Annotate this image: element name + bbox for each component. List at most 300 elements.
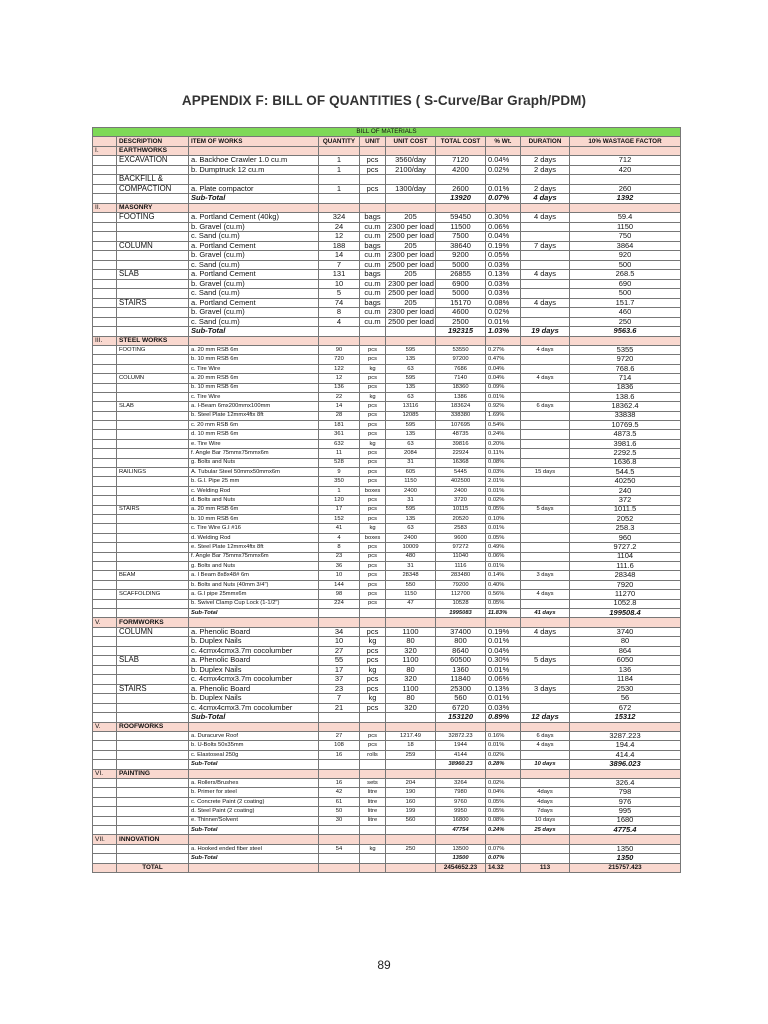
total-cost-cell: 48735 bbox=[436, 430, 486, 439]
item-cell: a. I-Beam 6mx200mmx100mm bbox=[189, 402, 319, 411]
total-cost-cell: 25300 bbox=[436, 684, 486, 694]
empty-cell bbox=[360, 722, 386, 731]
wastage-cell: 215757.423 bbox=[570, 863, 681, 872]
unit-cell: pcs bbox=[360, 449, 386, 458]
unit-cost-cell: 10009 bbox=[386, 543, 436, 552]
quantity-cell: 23 bbox=[319, 552, 360, 561]
description-cell bbox=[117, 317, 189, 327]
table-row bbox=[93, 477, 681, 486]
quantity-cell: 41 bbox=[319, 524, 360, 533]
empty-cell bbox=[93, 807, 117, 816]
quantity-cell: 54 bbox=[319, 844, 360, 853]
wastage-cell: 33838 bbox=[570, 411, 681, 420]
percent-weight-cell: 0.19% bbox=[486, 241, 521, 251]
header-cell: ITEM OF WORKS bbox=[189, 137, 319, 146]
percent-weight-cell: 0.24% bbox=[486, 825, 521, 834]
empty-cell bbox=[93, 816, 117, 825]
unit-cost-cell: 205 bbox=[386, 241, 436, 251]
percent-weight-cell: 0.49% bbox=[486, 543, 521, 552]
duration-cell: 6 days bbox=[521, 402, 570, 411]
total-cost-cell: 38640 bbox=[436, 241, 486, 251]
unit-cell: pcs bbox=[360, 355, 386, 364]
wastage-cell: 3896.023 bbox=[570, 760, 681, 769]
unit-cost-cell: 560 bbox=[386, 816, 436, 825]
total-cost-cell: 10528 bbox=[436, 599, 486, 608]
description-cell bbox=[117, 543, 189, 552]
percent-weight-cell: 0.27% bbox=[486, 345, 521, 354]
wastage-cell: 56 bbox=[570, 694, 681, 704]
item-cell: a. Portland Cement bbox=[189, 298, 319, 308]
description-cell bbox=[117, 232, 189, 242]
percent-weight-cell: 0.06% bbox=[486, 222, 521, 232]
table-row bbox=[93, 270, 681, 280]
empty-cell bbox=[93, 665, 117, 675]
description-cell: COLUMN bbox=[117, 241, 189, 251]
duration-cell: 4 days bbox=[521, 345, 570, 354]
quantity-cell: 50 bbox=[319, 807, 360, 816]
wastage-cell: 1350 bbox=[570, 844, 681, 853]
description-cell: COLUMN bbox=[117, 374, 189, 383]
unit-cost-cell: 135 bbox=[386, 430, 436, 439]
unit-cost-cell: 2500 per load bbox=[386, 317, 436, 327]
unit-cell: pcs bbox=[360, 656, 386, 666]
percent-weight-cell: 0.05% bbox=[486, 599, 521, 608]
empty-cell bbox=[93, 505, 117, 514]
table-row bbox=[93, 505, 681, 514]
wastage-cell: 260 bbox=[570, 184, 681, 194]
empty-cell bbox=[521, 769, 570, 778]
empty-cell bbox=[93, 260, 117, 270]
total-cost-cell: 4200 bbox=[436, 165, 486, 175]
duration-cell: 25 days bbox=[521, 825, 570, 834]
unit-cost-cell: 63 bbox=[386, 392, 436, 401]
section-number: VII. bbox=[93, 835, 117, 844]
unit-cost-cell: 135 bbox=[386, 514, 436, 523]
unit-cell: pcs bbox=[360, 646, 386, 656]
description-cell bbox=[117, 750, 189, 759]
unit-cost-cell: 2400 bbox=[386, 486, 436, 495]
empty-cell bbox=[93, 627, 117, 637]
empty-cell bbox=[93, 703, 117, 713]
wastage-cell: 1350 bbox=[570, 854, 681, 863]
description-cell: COLUMN bbox=[117, 627, 189, 637]
unit-cost-cell: 550 bbox=[386, 580, 436, 589]
table-row bbox=[93, 590, 681, 599]
section-number: I. bbox=[93, 146, 117, 155]
item-cell: a. Hooked ended fiber steel bbox=[189, 844, 319, 853]
quantity-cell: 1 bbox=[319, 486, 360, 495]
item-cell: d. Bolts and Nuts bbox=[189, 496, 319, 505]
percent-weight-cell: 0.01% bbox=[486, 392, 521, 401]
description-cell bbox=[117, 844, 189, 853]
header-cell: TOTAL COST bbox=[436, 137, 486, 146]
total-cost-cell: 1995083 bbox=[436, 608, 486, 617]
unit-cell: cu.m bbox=[360, 289, 386, 299]
empty-cell bbox=[93, 863, 117, 872]
empty-cell bbox=[436, 618, 486, 627]
description-cell bbox=[117, 308, 189, 318]
percent-weight-cell: 0.19% bbox=[486, 627, 521, 637]
item-cell: c. Tire Wire bbox=[189, 364, 319, 373]
section-row bbox=[93, 146, 681, 155]
item-cell: e. Tire Wire bbox=[189, 439, 319, 448]
total-cost-cell: 38960.23 bbox=[436, 760, 486, 769]
quantity-cell: 27 bbox=[319, 732, 360, 741]
duration-cell bbox=[521, 779, 570, 788]
item-cell: f. Angle Bar 75mmx75mmx6m bbox=[189, 449, 319, 458]
unit-cost-cell: 80 bbox=[386, 694, 436, 704]
empty-cell bbox=[360, 835, 386, 844]
table-row bbox=[93, 260, 681, 270]
empty-cell bbox=[386, 618, 436, 627]
empty-cell bbox=[93, 194, 117, 204]
wastage-cell bbox=[570, 175, 681, 185]
percent-weight-cell: 0.05% bbox=[486, 505, 521, 514]
wastage-cell: 3287.223 bbox=[570, 732, 681, 741]
duration-cell bbox=[521, 533, 570, 542]
empty-cell bbox=[386, 146, 436, 155]
table-row bbox=[93, 646, 681, 656]
description-cell bbox=[117, 194, 189, 204]
quantity-cell: 90 bbox=[319, 345, 360, 354]
total-cost-cell: 800 bbox=[436, 637, 486, 647]
quantity-cell: 10 bbox=[319, 571, 360, 580]
empty-cell bbox=[93, 289, 117, 299]
description-cell bbox=[117, 646, 189, 656]
total-cost-cell: 13920 bbox=[436, 194, 486, 204]
duration-cell bbox=[521, 543, 570, 552]
percent-weight-cell: 0.04% bbox=[486, 788, 521, 797]
item-cell: d. Steel Paint (2 coating) bbox=[189, 807, 319, 816]
empty-cell bbox=[486, 146, 521, 155]
unit-cost-cell: 18 bbox=[386, 741, 436, 750]
empty-cell bbox=[93, 298, 117, 308]
item-cell: g. Bolts and Nuts bbox=[189, 458, 319, 467]
total-label: TOTAL bbox=[117, 863, 189, 872]
total-cost-cell: 402500 bbox=[436, 477, 486, 486]
item-cell: c. Concrete Paint (2 coating) bbox=[189, 797, 319, 806]
empty-cell bbox=[93, 844, 117, 853]
quantity-cell: 10 bbox=[319, 637, 360, 647]
item-cell: a. Plate compactor bbox=[189, 184, 319, 194]
unit-cell: bags bbox=[360, 270, 386, 280]
table-row bbox=[93, 844, 681, 853]
wastage-cell: 18362.4 bbox=[570, 402, 681, 411]
empty-cell bbox=[386, 203, 436, 212]
wastage-cell: 690 bbox=[570, 279, 681, 289]
unit-cost-cell: 31 bbox=[386, 458, 436, 467]
item-cell: c. Sand (cu.m) bbox=[189, 232, 319, 242]
item-cell: a. Phenolic Board bbox=[189, 627, 319, 637]
unit-cell: pcs bbox=[360, 411, 386, 420]
percent-weight-cell: 0.09% bbox=[486, 383, 521, 392]
empty-cell bbox=[570, 835, 681, 844]
item-cell: c. Sand (cu.m) bbox=[189, 317, 319, 327]
duration-cell bbox=[521, 675, 570, 685]
total-cost-cell: 11040 bbox=[436, 552, 486, 561]
item-cell: g. Bolts and Nuts bbox=[189, 561, 319, 570]
section-title: ROOFWORKS bbox=[117, 722, 189, 731]
total-cost-cell: 6900 bbox=[436, 279, 486, 289]
empty-cell bbox=[93, 411, 117, 420]
unit-cell: pcs bbox=[360, 430, 386, 439]
empty-cell bbox=[93, 279, 117, 289]
quantity-cell: 22 bbox=[319, 392, 360, 401]
empty-cell bbox=[386, 336, 436, 345]
percent-weight-cell: 0.03% bbox=[486, 260, 521, 270]
duration-cell bbox=[521, 289, 570, 299]
duration-cell: 12 days bbox=[521, 713, 570, 723]
unit-cell: kg bbox=[360, 637, 386, 647]
empty-cell bbox=[436, 336, 486, 345]
empty-cell bbox=[436, 835, 486, 844]
unit-cell: cu.m bbox=[360, 279, 386, 289]
percent-weight-cell: 0.08% bbox=[486, 458, 521, 467]
empty-cell bbox=[486, 203, 521, 212]
subtotal-row bbox=[93, 713, 681, 723]
quantity-cell: 24 bbox=[319, 222, 360, 232]
table-row bbox=[93, 524, 681, 533]
percent-weight-cell: 0.03% bbox=[486, 468, 521, 477]
table-row bbox=[93, 665, 681, 675]
table-row bbox=[93, 298, 681, 308]
wastage-cell: 1184 bbox=[570, 675, 681, 685]
duration-cell bbox=[521, 421, 570, 430]
table-row bbox=[93, 439, 681, 448]
unit-cell: pcs bbox=[360, 156, 386, 166]
table-row bbox=[93, 411, 681, 420]
wastage-cell: 920 bbox=[570, 251, 681, 261]
duration-cell: 2 days bbox=[521, 156, 570, 166]
unit-cost-cell: 1300/day bbox=[386, 184, 436, 194]
item-cell: e. Steel Plate 12mmx4ftx 8ft bbox=[189, 543, 319, 552]
item-cell: a. Backhoe Crawler 1.0 cu.m bbox=[189, 156, 319, 166]
duration-cell: 4 days bbox=[521, 374, 570, 383]
total-cost-cell: 18360 bbox=[436, 383, 486, 392]
unit-cell: pcs bbox=[360, 627, 386, 637]
empty-cell bbox=[189, 722, 319, 731]
table-row bbox=[93, 561, 681, 570]
table-row bbox=[93, 741, 681, 750]
empty-cell bbox=[189, 835, 319, 844]
unit-cell: kg bbox=[360, 524, 386, 533]
table-row bbox=[93, 402, 681, 411]
table-row bbox=[93, 345, 681, 354]
empty-cell bbox=[93, 355, 117, 364]
item-cell: A. Tubular Steel 50mmx50mmx6m bbox=[189, 468, 319, 477]
wastage-cell: 40250 bbox=[570, 477, 681, 486]
total-cost-cell: 153120 bbox=[436, 713, 486, 723]
total-cost-cell: 59450 bbox=[436, 213, 486, 223]
quantity-cell: 55 bbox=[319, 656, 360, 666]
unit-cell: pcs bbox=[360, 561, 386, 570]
wastage-cell: 199508.4 bbox=[570, 608, 681, 617]
quantity-cell: 324 bbox=[319, 213, 360, 223]
empty-cell bbox=[93, 486, 117, 495]
duration-cell bbox=[521, 449, 570, 458]
item-cell: b. 10 mm RSB 6m bbox=[189, 355, 319, 364]
description-cell: RAILINGS bbox=[117, 468, 189, 477]
percent-weight-cell: 0.07% bbox=[486, 844, 521, 853]
table-row bbox=[93, 694, 681, 704]
percent-weight-cell: 0.13% bbox=[486, 684, 521, 694]
description-cell bbox=[117, 355, 189, 364]
empty-cell bbox=[521, 618, 570, 627]
empty-cell bbox=[93, 732, 117, 741]
subtotal-row bbox=[93, 327, 681, 337]
description-cell bbox=[117, 165, 189, 175]
percent-weight-cell: 0.06% bbox=[486, 552, 521, 561]
empty-cell bbox=[93, 241, 117, 251]
description-cell bbox=[117, 599, 189, 608]
unit-cost-cell: 2100/day bbox=[386, 165, 436, 175]
unit-cell: rolls bbox=[360, 750, 386, 759]
total-row bbox=[93, 863, 681, 872]
total-cost-cell: 10115 bbox=[436, 505, 486, 514]
wastage-cell: 250 bbox=[570, 317, 681, 327]
empty-cell bbox=[93, 175, 117, 185]
unit-cell: pcs bbox=[360, 505, 386, 514]
table-row bbox=[93, 421, 681, 430]
total-cost-cell: 2400 bbox=[436, 486, 486, 495]
table-row bbox=[93, 156, 681, 166]
table-row bbox=[93, 251, 681, 261]
total-cost-cell: 5000 bbox=[436, 289, 486, 299]
duration-cell: 4 days bbox=[521, 213, 570, 223]
subtotal-row bbox=[93, 825, 681, 834]
item-cell: c. 4cmx4cmx3.7m cocolumber bbox=[189, 675, 319, 685]
empty-cell bbox=[93, 421, 117, 430]
percent-weight-cell: 0.30% bbox=[486, 656, 521, 666]
description-cell bbox=[117, 458, 189, 467]
section-number: V. bbox=[93, 618, 117, 627]
empty-cell bbox=[93, 590, 117, 599]
unit-cell: pcs bbox=[360, 684, 386, 694]
wastage-cell: 864 bbox=[570, 646, 681, 656]
unit-cell: litre bbox=[360, 816, 386, 825]
percent-weight-cell: 14.32 bbox=[486, 863, 521, 872]
empty-cell bbox=[93, 552, 117, 561]
table-row bbox=[93, 430, 681, 439]
unit-cell: kg bbox=[360, 844, 386, 853]
unit-cell: cu.m bbox=[360, 317, 386, 327]
quantity-cell: 28 bbox=[319, 411, 360, 420]
description-cell: SLAB bbox=[117, 656, 189, 666]
empty-cell bbox=[521, 146, 570, 155]
unit-cost-cell: 2300 per load bbox=[386, 251, 436, 261]
wastage-cell: 136 bbox=[570, 665, 681, 675]
item-cell: b. G.I. Pipe 25 mm bbox=[189, 477, 319, 486]
percent-weight-cell: 0.47% bbox=[486, 355, 521, 364]
quantity-cell: 361 bbox=[319, 430, 360, 439]
quantity-cell: 120 bbox=[319, 496, 360, 505]
unit-cell: kg bbox=[360, 694, 386, 704]
unit-cell bbox=[360, 825, 386, 834]
empty-cell bbox=[93, 364, 117, 373]
table-row bbox=[93, 165, 681, 175]
item-cell: Sub-Total bbox=[189, 825, 319, 834]
table-row bbox=[93, 241, 681, 251]
quantity-cell: 1 bbox=[319, 184, 360, 194]
empty-cell bbox=[386, 863, 436, 872]
quantity-cell: 224 bbox=[319, 599, 360, 608]
description-cell bbox=[117, 760, 189, 769]
section-title: MASONRY bbox=[117, 203, 189, 212]
percent-weight-cell: 0.05% bbox=[486, 807, 521, 816]
total-cost-cell: 112700 bbox=[436, 590, 486, 599]
table-row bbox=[93, 797, 681, 806]
quantity-cell: 11 bbox=[319, 449, 360, 458]
duration-cell: 2 days bbox=[521, 165, 570, 175]
quantity-cell: 181 bbox=[319, 421, 360, 430]
unit-cell: kg bbox=[360, 364, 386, 373]
description-cell bbox=[117, 665, 189, 675]
percent-weight-cell: 0.02% bbox=[486, 750, 521, 759]
quantity-cell: 17 bbox=[319, 665, 360, 675]
unit-cost-cell: 3560/day bbox=[386, 156, 436, 166]
table-row bbox=[93, 213, 681, 223]
total-cost-cell: 283480 bbox=[436, 571, 486, 580]
duration-cell: 6 days bbox=[521, 732, 570, 741]
percent-weight-cell: 0.07% bbox=[486, 194, 521, 204]
description-cell bbox=[117, 327, 189, 337]
unit-cell: pcs bbox=[360, 741, 386, 750]
unit-cell bbox=[360, 194, 386, 204]
table-row bbox=[93, 449, 681, 458]
header-cell: UNIT COST bbox=[386, 137, 436, 146]
wastage-cell: 268.5 bbox=[570, 270, 681, 280]
empty-cell bbox=[93, 468, 117, 477]
empty-cell bbox=[319, 336, 360, 345]
description-cell bbox=[117, 260, 189, 270]
wastage-cell: 750 bbox=[570, 232, 681, 242]
table-row bbox=[93, 750, 681, 759]
percent-weight-cell: 0.07% bbox=[486, 854, 521, 863]
percent-weight-cell: 0.24% bbox=[486, 430, 521, 439]
total-cost-cell: 3720 bbox=[436, 496, 486, 505]
total-cost-cell: 192315 bbox=[436, 327, 486, 337]
table-row bbox=[93, 580, 681, 589]
total-cost-cell: 9760 bbox=[436, 797, 486, 806]
description-cell bbox=[117, 524, 189, 533]
description-cell bbox=[117, 816, 189, 825]
duration-cell: 7days bbox=[521, 807, 570, 816]
empty-cell bbox=[93, 788, 117, 797]
wastage-cell: 4775.4 bbox=[570, 825, 681, 834]
wastage-cell: 976 bbox=[570, 797, 681, 806]
description-cell bbox=[117, 421, 189, 430]
section-title: STEEL WORKS bbox=[117, 336, 189, 345]
duration-cell bbox=[521, 496, 570, 505]
unit-cell: cu.m bbox=[360, 308, 386, 318]
empty-cell bbox=[93, 580, 117, 589]
total-cost-cell: 13500 bbox=[436, 854, 486, 863]
unit-cost-cell: 1217.49 bbox=[386, 732, 436, 741]
unit-cost-cell: 205 bbox=[386, 213, 436, 223]
empty-cell bbox=[570, 203, 681, 212]
unit-cost-cell: 1100 bbox=[386, 656, 436, 666]
table-row bbox=[93, 599, 681, 608]
duration-cell bbox=[521, 430, 570, 439]
wastage-cell: 194.4 bbox=[570, 741, 681, 750]
duration-cell: 10 days bbox=[521, 816, 570, 825]
wastage-cell: 372 bbox=[570, 496, 681, 505]
unit-cost-cell: 205 bbox=[386, 270, 436, 280]
item-cell: c. 4cmx4cmx3.7m cocolumber bbox=[189, 703, 319, 713]
description-cell bbox=[117, 289, 189, 299]
unit-cost-cell bbox=[386, 608, 436, 617]
description-cell: SLAB bbox=[117, 270, 189, 280]
